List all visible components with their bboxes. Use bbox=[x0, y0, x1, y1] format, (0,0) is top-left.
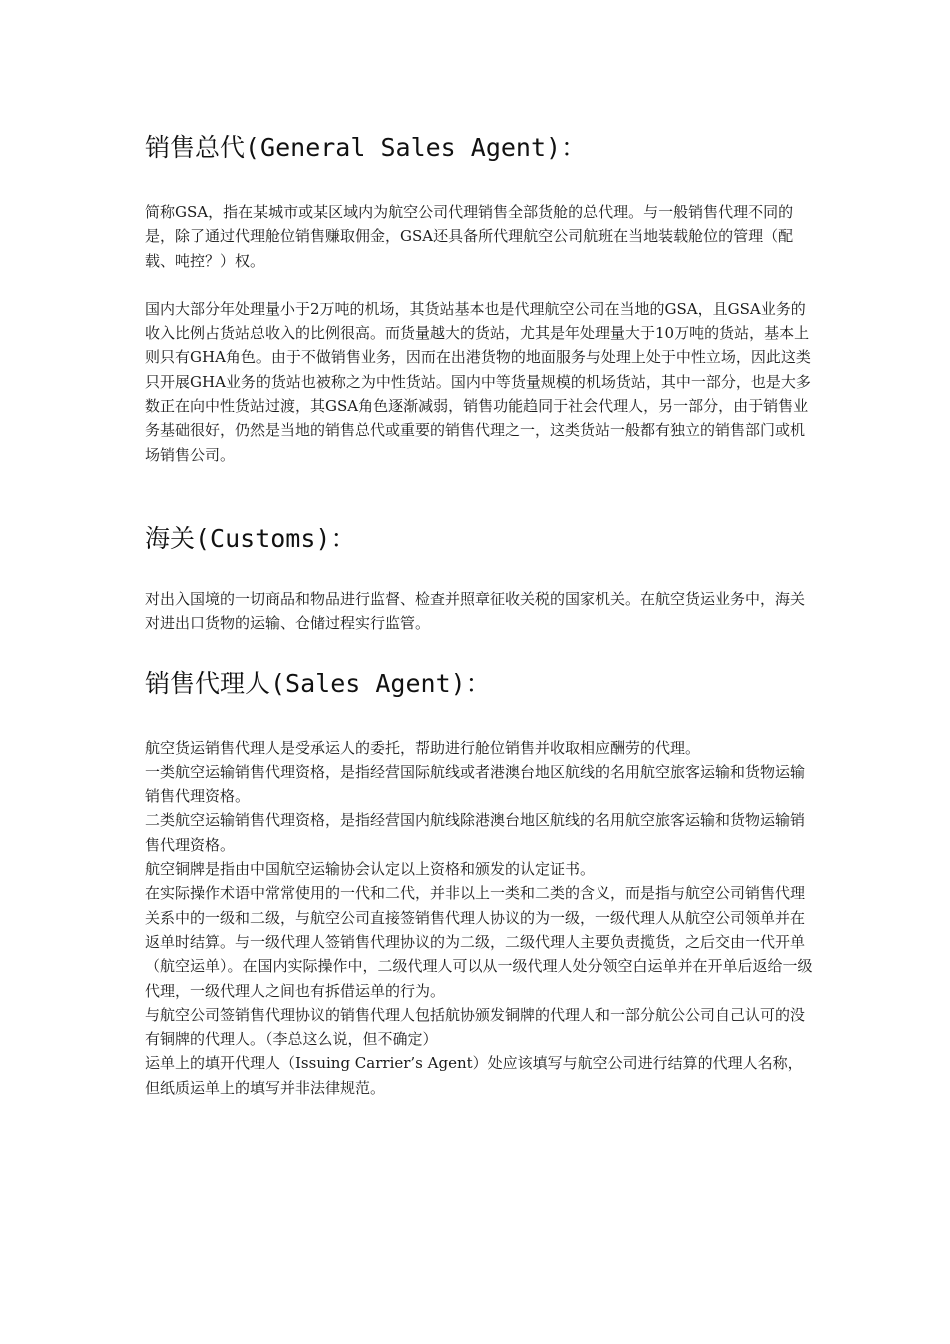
document-content bbox=[145, 128, 813, 1100]
section-heading-customs: 海关(Customs)： bbox=[145, 523, 356, 553]
class-two-qualification-paragraph: 二类航空运输销售代理资格，是指经营国内航线除港澳台地区航线的名用航空旅客运输和货物运输销售代理资格。 bbox=[145, 811, 806, 854]
gsa-domestic-paragraph: 国内大部分年处理量小于2万吨的机场，其货站基本也是代理航空公司在当地的GSA，且GSA业务的收入比例占货站总收入的比例很高。而货量越大的货站，尤其是年处理量大于10万吨的货站，基本上则只有GHA角色。由于不做销售业务，因而在出港货物的地面服务与处理上处于中性立场，因此这类只开展GHA业务的货站也被称之为中性货站。国内中等货量规模的机场货站，其中一部分，也是大多数正在向中性货站过渡，其GSA角色逐渐减弱，销售功能趋同于社会代理人，另一部分，由于销售业务基础很好，仍然是当地的销售总代或重要的销售代理之一，这类货站一般都有独立的销售部门或机场销售公司。 bbox=[145, 299, 811, 464]
sales-agent-body bbox=[145, 736, 813, 1100]
bronze-plaque-paragraph: 航空铜牌是指由中国航空运输协会认定以上资格和颁发的认定证书。 bbox=[145, 860, 596, 879]
section-heading-sales-agent: 销售代理人(Sales Agent)： bbox=[145, 668, 491, 698]
issuing-agent-paragraph: 运单上的填开代理人（Issuing Carrier’s Agent）处应该填写与航空公司进行结算的代理人名称，但纸质运单上的填写并非法律规范。 bbox=[145, 1054, 803, 1097]
gsa-definition-paragraph: 简称GSA，指在某城市或某区域内为航空公司代理销售全部货舱的总代理。与一般销售代理不同的是，除了通过代理舱位销售赚取佣金，GSA还具备所代理航空公司航班在当地装载舱位的管理（配载、吨控？）权。 bbox=[145, 203, 794, 270]
section-heading-general-sales-agent: 销售总代(General Sales Agent)： bbox=[145, 133, 587, 162]
class-one-qualification-paragraph: 一类航空运输销售代理资格，是指经营国际航线或者港澳台地区航线的名用航空旅客运输和货物运输销售代理资格。 bbox=[145, 762, 806, 806]
customs-definition-paragraph: 对出入国境的一切商品和物品进行监督、检查并照章征收关税的国家机关。在航空货运业务中，海关对进出口货物的运输、仓储过程实行监管。 bbox=[145, 589, 806, 633]
first-second-tier-paragraph: 在实际操作术语中常常使用的一代和二代，并非以上一类和二类的含义，而是指与航空公司销售代理关系中的一级和二级，与航空公司直接签销售代理人协议的为一级，一级代理人从航空公司领单并在返单时结算。与一级代理人签销售代理协议的为二级，二级代理人主要负责揽货，之后交由一代开单（航空运单）。在国内实际操作中，二级代理人可以从一级代理人处分领空白运单并在开单后返给一级代理，一级代理人之间也有拆借运单的行为。 bbox=[145, 884, 813, 1000]
sales-agent-definition-paragraph: 航空货运销售代理人是受承运人的委托，帮助进行舱位销售并收取相应酬劳的代理。 bbox=[145, 738, 701, 757]
agent-agreement-paragraph: 与航空公司签销售代理协议的销售代理人包括航协颁发铜牌的代理人和一部分航公公司自己认可的没有铜牌的代理人。（李总这么说，但不确定） bbox=[145, 1005, 806, 1049]
